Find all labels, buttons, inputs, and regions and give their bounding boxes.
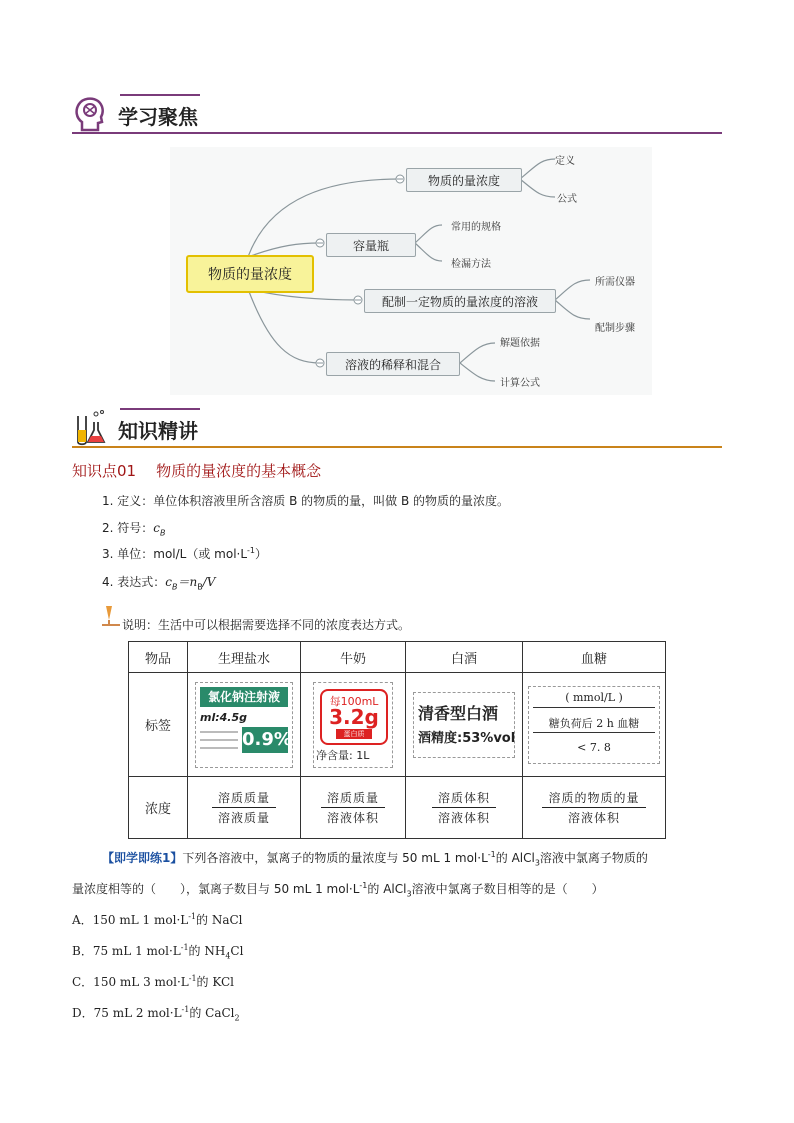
head-brain-icon <box>72 94 108 132</box>
milk-net: 净含量: 1L <box>316 748 370 762</box>
exercise-line-2: 量浓度相等的（ ），氯离子数目与 50 mL 1 $mol\cdot L^{-1}$的 AlCl$_3$溶液中氯离子数目相等的是（ ） <box>72 881 604 899</box>
fraction: $\frac{\text{溶质质量}}{\text{溶液体积}}$ <box>321 789 385 826</box>
row-label-tag: 标签 <box>129 673 188 777</box>
exercise-tag: 【即学即练1】 <box>102 851 183 865</box>
expression-item <box>102 573 215 591</box>
option-d[interactable]: D．75 mL 2 $mol\cdot L^{-1}$的 CaCl$_2$ <box>72 1005 240 1023</box>
mind-map-root: 物质的量浓度 <box>186 255 314 293</box>
mind-map-leaf: 公式 <box>557 194 577 205</box>
mind-map-branch-flask: 容量瓶 <box>326 233 416 257</box>
saline-title: 氯化钠注射液 <box>200 687 288 707</box>
expr-n: ＝n <box>177 575 198 589</box>
fraction: $\frac{\text{溶质的物质的量}}{\text{溶液体积}}$ <box>542 789 645 826</box>
symbol-value: c <box>153 521 160 535</box>
liquor-line1: 清香型白酒 <box>418 703 499 723</box>
table-row <box>129 673 666 777</box>
mind-map-branch-concentration: 物质的量浓度 <box>406 168 522 192</box>
section-title-focus: 学习聚焦 <box>118 105 198 129</box>
unit-label: 3. 单位：mol/L（或 mol·L <box>102 547 248 561</box>
expr-sub2: B <box>197 582 203 592</box>
mind-map-leaf: 检漏方法 <box>451 259 491 270</box>
section-title-lecture: 知识精讲 <box>118 419 198 443</box>
definition-item: 1. 定义：单位体积溶液里所含溶质 B 的物质的量，叫做 B 的物质的量浓度。 <box>102 494 509 508</box>
lab-flask-icon <box>72 408 108 446</box>
liquor-line2: 酒精度:53%vol <box>418 730 516 746</box>
unit-tail: ） <box>255 547 268 561</box>
note-text: 说明：生活中可以根据需要选择不同的浓度表达方式。 <box>122 618 411 632</box>
option-b[interactable]: B．75 mL 1 $mol\cdot L^{-1}$的 $NH_4Cl$ <box>72 943 244 961</box>
fraction: $\frac{\text{溶质体积}}{\text{溶液体积}}$ <box>432 789 496 826</box>
knowledge-point-heading <box>72 460 321 481</box>
milk-value: 3.2g <box>329 704 379 729</box>
sugar-unit: ( mmol/L ) <box>565 690 623 704</box>
pen-note-icon <box>100 604 122 628</box>
mind-map-leaf: 常用的规格 <box>451 222 501 233</box>
unit-item <box>102 545 267 562</box>
expr-sub: B <box>172 582 178 592</box>
saline-spec: ml:4.5g <box>200 710 247 724</box>
unit-sup: -1 <box>247 546 256 555</box>
saline-label-cell <box>188 673 301 777</box>
mind-map-branch-dilution: 溶液的稀释和混合 <box>326 352 460 376</box>
concentration-table <box>128 641 666 839</box>
expr-v: /V <box>202 575 216 589</box>
row-label-conc: 浓度 <box>129 777 188 839</box>
exercise-line-1: 【即学即练1】下列各溶液中，氯离子的物质的量浓度与 50 mL 1 $mol\cdot L^{-1}$的 AlCl$_3$溶液中氯离子物质的 <box>102 850 648 868</box>
mind-map-leaf: 定义 <box>555 156 575 167</box>
mind-map-leaf: 计算公式 <box>500 378 540 389</box>
table-header: 牛奶 <box>301 642 406 673</box>
option-c[interactable]: C．150 mL 3 $mol\cdot L^{-1}$的 KCl <box>72 974 235 989</box>
symbol-subscript: B <box>160 528 166 538</box>
mind-map-leaf: 配制步骤 <box>595 323 635 334</box>
knowledge-point-number: 知识点01 <box>72 462 137 480</box>
symbol-label: 2. 符号： <box>102 521 154 535</box>
symbol-item <box>102 519 166 537</box>
expr-label: 4. 表达式： <box>102 575 166 589</box>
knowledge-point-title: 物质的量浓度的基本概念 <box>156 462 322 480</box>
mind-map <box>170 147 652 395</box>
sugar-value: < 7. 8 <box>577 740 611 754</box>
table-header: 生理盐水 <box>188 642 301 673</box>
table-header: 血糖 <box>523 642 666 673</box>
section-header-lecture <box>72 408 722 448</box>
milk-label-cell <box>301 673 406 777</box>
mind-map-leaf: 解题依据 <box>500 338 540 349</box>
mind-map-leaf: 所需仪器 <box>595 277 635 288</box>
mind-map-branch-preparation: 配制一定物质的量浓度的溶液 <box>364 289 556 313</box>
blood-sugar-label <box>528 686 660 764</box>
milk-sub: 蛋白质 <box>336 729 372 739</box>
blood-sugar-label-cell <box>523 673 666 777</box>
section-header-focus <box>72 94 722 134</box>
liquor-label <box>413 692 515 758</box>
expr-c: c <box>165 575 172 589</box>
option-a[interactable]: A．150 mL 1 $mol\cdot L^{-1}$的 NaCl <box>72 912 243 927</box>
fraction: $\frac{\text{溶质质量}}{\text{溶液质量}}$ <box>212 789 276 826</box>
milk-label <box>313 682 393 768</box>
saline-label <box>195 682 293 768</box>
milk-top: 每100mL <box>329 694 379 708</box>
table-row <box>129 642 666 673</box>
liquor-label-cell <box>406 673 523 777</box>
table-header: 白酒 <box>406 642 523 673</box>
table-header: 物品 <box>129 642 188 673</box>
saline-percent: 0.9% <box>242 727 288 753</box>
table-row <box>129 777 666 839</box>
sugar-desc: 糖负荷后 2 h 血糖 <box>548 716 640 730</box>
